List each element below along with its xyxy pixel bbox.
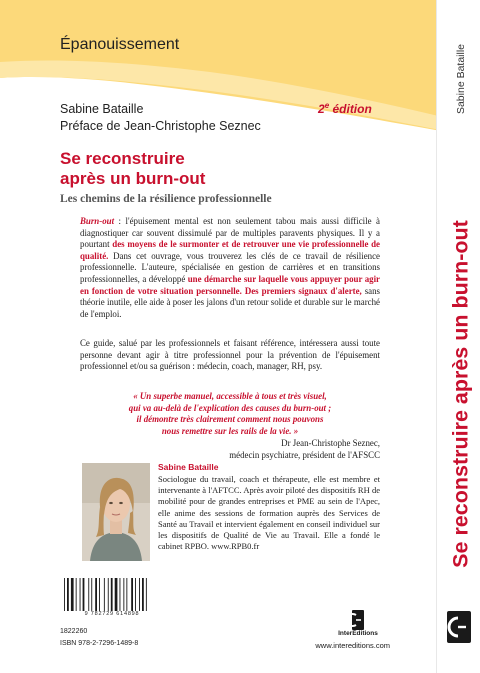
book-title <box>60 149 400 189</box>
summary-paragraph: Burn-out : l'épuisement mental est non seulement tabou mais aussi difficile à diagnostiquer car souvent dissimulé par de multiples paravents physiques. Il y a pourtant des moyens de le surmonter et de retrouver une vie professionnelle de qualité. Dans cet ouvrage, vous trouverez les clés de ce travail de résilience professionnelle. L'auteure, spécialisée en gestion de carrières et en transitions professionnelles, a développé une démarche sur laquelle vous appuyer pour agir en fonction de votre situation personnelle. Des premiers signaux d'alerte, sans théorie inutile, elle aide à poser les jalons d'un retour solide et durable sur le marché de l'emploi. <box>80 216 381 319</box>
author-photo <box>82 463 150 561</box>
edition-label: 2e édition <box>318 101 372 116</box>
series-name: Épanouissement <box>60 36 180 53</box>
spine-title: Se reconstruire après un burn-out <box>448 220 473 568</box>
intereditions-logo-icon <box>336 609 380 643</box>
preface-credit: Préface de Jean-Christophe Seznec <box>60 119 261 133</box>
publisher-name: InterÉditions <box>338 630 378 637</box>
bio-author-name: Sabine Bataille <box>158 462 219 472</box>
author-name: Sabine Bataille <box>60 102 144 116</box>
title-line-2: après un burn-out <box>60 169 206 188</box>
isbn: ISBN 978-2-7296-1489-8 <box>60 640 139 647</box>
title-line-1: Se reconstruire <box>60 149 185 168</box>
spine-author: Sabine Bataille <box>455 43 467 115</box>
audience-paragraph: Ce guide, salué par les professionnels et faisant référence, intéressera aussi toute personne devant agir à titre professionnel pour la prévention de l'épuisement professionnel et/ou sa guérison : médecin, coach, manager, RH, psy. <box>80 338 380 372</box>
testimonial-author: Dr Jean-Christophe Seznec, médecin psychiatre, président de l'AFSCC <box>229 438 380 460</box>
reference-number: 1822260 <box>60 628 88 635</box>
book-subtitle: Les chemins de la résilience professionnelle <box>60 193 272 205</box>
barcode-digits: 9 782729 614898 <box>60 611 164 617</box>
publisher-url[interactable]: www.intereditions.com <box>315 641 390 650</box>
testimonial-quote: « Un superbe manuel, accessible à tous et très visuel, qui va au-delà de l'explication des causes du burn-out ; il démontre très clairement comment nous pouvons nous remettre sur les rails de la vie. » <box>128 391 332 436</box>
spine-publisher-logo-icon <box>444 610 474 644</box>
author-bio: Sociologue du travail, coach et thérapeute, elle est membre et intervenante à l'AFTCC. Après avoir piloté des dispositifs RH de mobilité pour de grandes entreprises et PME au sein de l'Apec, elle anime des sessions de formation auprès des Services de Santé au Travail et intervient également en conseil individuel sur les dispositifs de Qualité de Vie au Travail. Elle a fondé le cabinet RPBO. www.RPB0.fr <box>158 474 380 552</box>
